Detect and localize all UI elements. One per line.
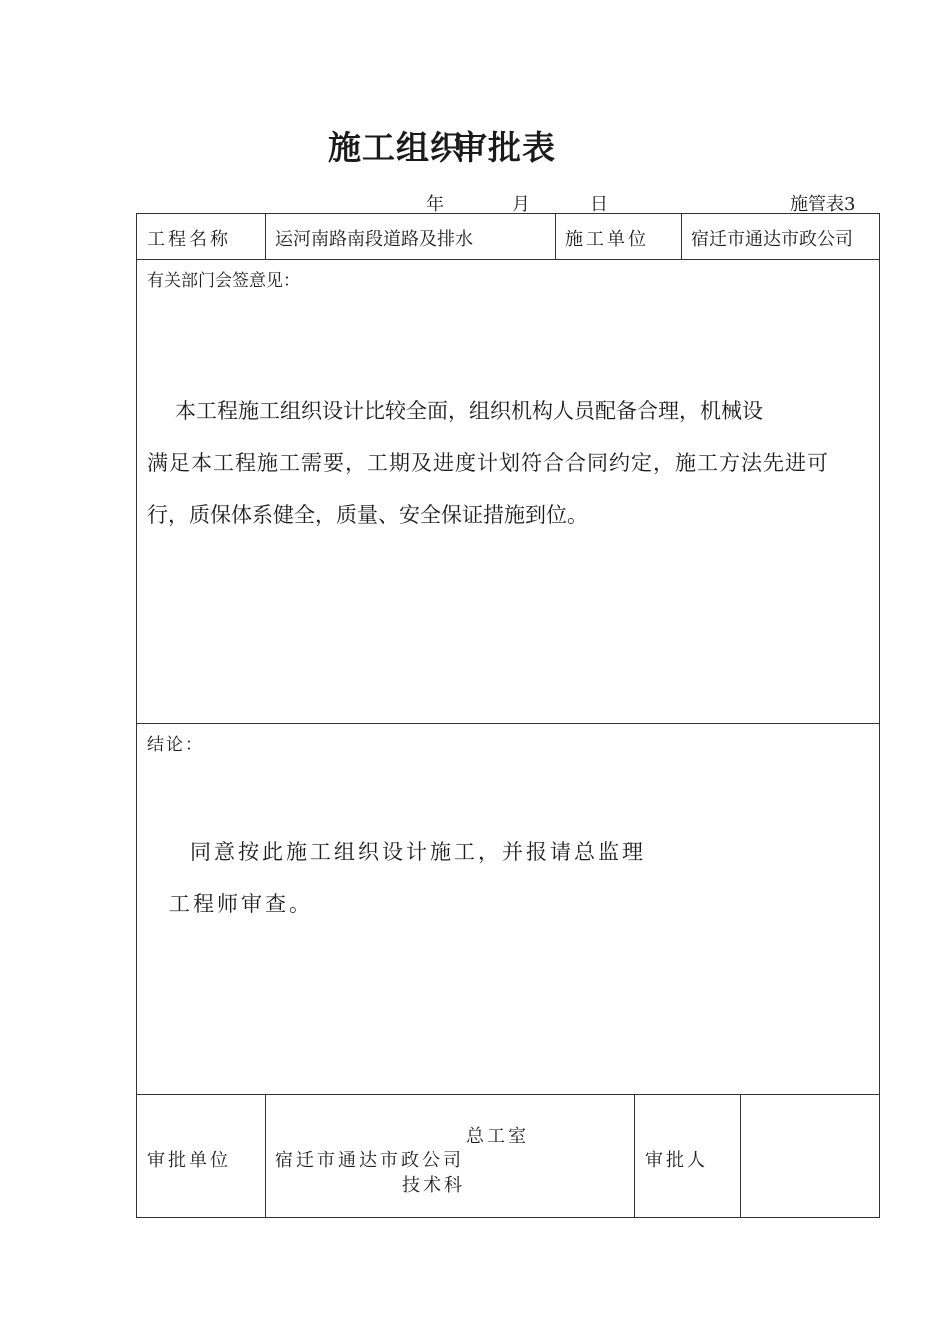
conclusion-line-2: 工程师审查。 [169, 892, 313, 916]
conclusion-label: 结论： [147, 735, 204, 755]
day-label: 日 [590, 194, 608, 215]
row-divider [137, 1094, 879, 1095]
year-label: 年 [426, 194, 444, 215]
opinion-label: 有关部门会签意见： [147, 271, 300, 291]
form-number: 施管表3 [790, 194, 856, 215]
title-part1: 施工组织 [328, 128, 464, 167]
month-label: 月 [512, 194, 530, 215]
row-divider [137, 259, 879, 260]
col-divider [265, 1094, 266, 1218]
col-divider [555, 214, 556, 259]
approval-unit-dept-bottom: 技术科 [402, 1175, 465, 1196]
approval-unit-company: 宿迁市通达市政公司 [275, 1150, 464, 1171]
approval-form [136, 213, 880, 1218]
contractor-label: 施工单位 [565, 229, 649, 250]
row-divider [137, 723, 879, 724]
col-divider [265, 214, 266, 259]
project-name-label: 工程名称 [147, 229, 231, 250]
col-divider [681, 214, 682, 259]
title-part2: 审批表 [454, 128, 556, 167]
col-divider [634, 1094, 635, 1218]
approver-label: 审批人 [645, 1150, 708, 1171]
page-title [328, 122, 556, 169]
approval-unit-dept-top: 总工室 [466, 1126, 529, 1147]
opinion-line-3: 行，质保体系健全，质量、安全保证措施到位。 [147, 503, 588, 527]
conclusion-line-1: 同意按此施工组织设计施工，并报请总监理 [190, 840, 646, 864]
contractor-value: 宿迁市通达市政公司 [691, 229, 853, 250]
opinion-line-1: 本工程施工组织设计比较全面，组织机构人员配备合理，机械设 [175, 399, 763, 423]
col-divider [740, 1094, 741, 1218]
approval-unit-label: 审批单位 [147, 1150, 231, 1171]
opinion-line-2: 满足本工程施工需要，工期及进度计划符合合同约定，施工方法先进可 [147, 451, 829, 475]
project-name-value: 运河南路南段道路及排水 [275, 229, 473, 250]
date-line [0, 190, 950, 214]
